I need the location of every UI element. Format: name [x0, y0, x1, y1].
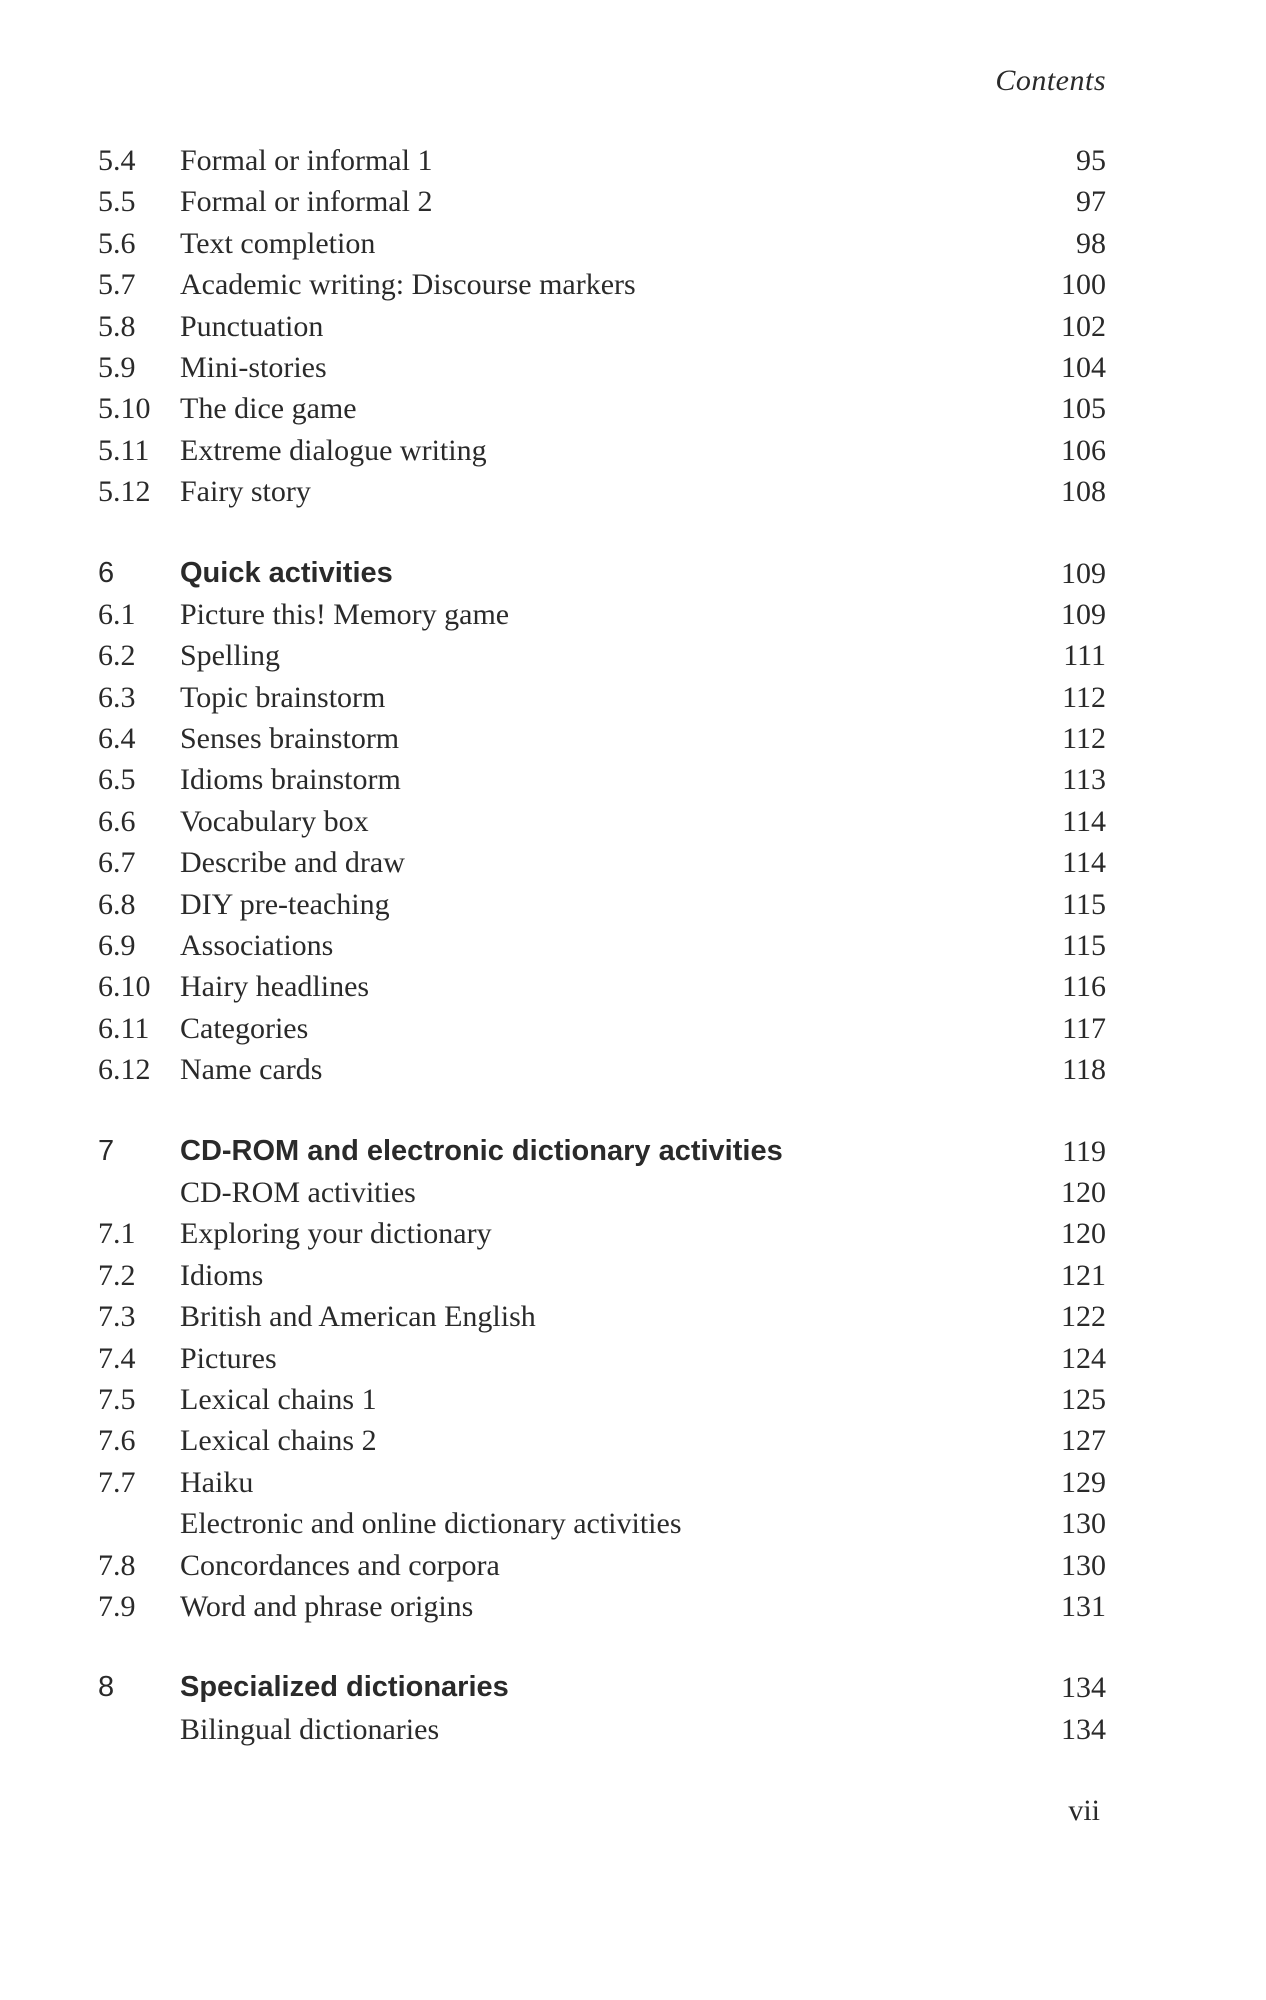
toc-entry	[98, 471, 1106, 512]
entry-title: Idioms	[180, 1258, 264, 1292]
entry-title: Associations	[180, 929, 334, 963]
running-head: Contents	[995, 64, 1106, 97]
entry-page: 115	[1062, 929, 1106, 963]
toc-entry	[98, 347, 1106, 388]
entry-page: 117	[1062, 1011, 1106, 1045]
toc-entry	[98, 925, 1106, 966]
entry-page: 113	[1062, 763, 1106, 797]
entry-title: Hairy headlines	[180, 970, 370, 1004]
entry-page: 130	[1061, 1507, 1106, 1541]
entry-number: 7.1	[98, 1217, 136, 1251]
entry-title: Describe and draw	[180, 846, 405, 880]
entry-number: 8	[98, 1671, 115, 1704]
entry-page: 120	[1061, 1217, 1106, 1251]
entry-page: 134	[1061, 1671, 1106, 1705]
entry-number: 5.4	[98, 144, 136, 177]
entry-title: CD-ROM and electronic dictionary activities	[180, 1134, 783, 1167]
entry-title: The dice game	[180, 392, 357, 426]
entry-number: 7.8	[98, 1548, 136, 1582]
entry-page: 95	[1076, 144, 1106, 177]
entry-page: 112	[1062, 680, 1106, 714]
entry-number: 5.9	[98, 350, 136, 384]
toc-entry	[98, 1545, 1106, 1586]
toc-entry	[98, 718, 1106, 759]
toc-entry	[98, 223, 1106, 264]
entry-page: 127	[1061, 1424, 1106, 1458]
entry-page: 98	[1076, 226, 1106, 260]
toc-entry	[98, 801, 1106, 842]
section-gap	[98, 1091, 1106, 1131]
entry-number: 7.2	[98, 1258, 136, 1292]
toc-entry	[98, 1420, 1106, 1461]
entry-number: 6	[98, 556, 115, 589]
entry-number: 7.7	[98, 1465, 136, 1499]
entry-page: 112	[1062, 722, 1106, 756]
toc-entry	[98, 430, 1106, 471]
entry-number: 6.5	[98, 763, 136, 797]
entry-number: 6.1	[98, 597, 136, 631]
entry-page: 114	[1062, 804, 1106, 838]
entry-title: Senses brainstorm	[180, 722, 400, 756]
entry-page: 109	[1061, 556, 1106, 590]
entry-page: 116	[1062, 970, 1106, 1004]
entry-number: 6.12	[98, 1053, 151, 1087]
entry-title: Idioms brainstorm	[180, 763, 401, 797]
entry-number: 6.11	[98, 1011, 150, 1045]
entry-page: 120	[1061, 1175, 1106, 1209]
toc-entry	[98, 181, 1106, 222]
entry-title: Haiku	[180, 1465, 254, 1499]
entry-number: 7.3	[98, 1300, 136, 1334]
entry-title: Word and phrase origins	[180, 1589, 474, 1623]
entry-title: Spelling	[180, 639, 281, 673]
entry-number: 6.3	[98, 680, 136, 714]
entry-number: 7.6	[98, 1424, 136, 1458]
entry-page: 115	[1062, 887, 1106, 921]
chapter-heading	[98, 553, 1106, 594]
entry-page: 114	[1062, 846, 1106, 880]
entry-page: 130	[1061, 1548, 1106, 1582]
toc-entry	[98, 1049, 1106, 1090]
entry-page: 118	[1062, 1053, 1106, 1087]
entry-page: 105	[1061, 392, 1106, 426]
entry-page: 121	[1061, 1258, 1106, 1292]
toc-entry	[98, 1296, 1106, 1337]
toc-entry	[98, 594, 1106, 635]
entry-number: 5.10	[98, 392, 151, 426]
entry-title: Specialized dictionaries	[180, 1671, 509, 1704]
entry-title: Electronic and online dictionary activities	[180, 1507, 682, 1541]
entry-page: 131	[1061, 1589, 1106, 1623]
entry-title: Categories	[180, 1011, 309, 1045]
toc-entry	[98, 264, 1106, 305]
entry-title: Bilingual dictionaries	[180, 1712, 440, 1746]
toc-entry	[98, 759, 1106, 800]
entry-title: Pictures	[180, 1341, 277, 1375]
entry-number: 6.8	[98, 887, 136, 921]
entry-number: 5.11	[98, 433, 150, 467]
entry-number: 6.10	[98, 970, 151, 1004]
entry-number: 5.7	[98, 268, 136, 302]
entry-page: 129	[1061, 1465, 1106, 1499]
toc-entry	[98, 635, 1106, 676]
entry-number: 7.5	[98, 1382, 136, 1416]
entry-title: DIY pre-teaching	[180, 887, 390, 921]
toc-entry	[98, 1213, 1106, 1254]
entry-page: 108	[1061, 475, 1106, 509]
entry-title: Picture this! Memory game	[180, 597, 510, 631]
entry-page: 106	[1061, 433, 1106, 467]
entry-title: CD-ROM activities	[180, 1175, 416, 1209]
entry-title: Lexical chains 1	[180, 1382, 377, 1416]
entry-page: 125	[1061, 1382, 1106, 1416]
entry-number: 6.6	[98, 804, 136, 838]
entry-number: 6.9	[98, 929, 136, 963]
toc-entry	[98, 1709, 1106, 1750]
entry-page: 119	[1062, 1134, 1106, 1168]
entry-number: 5.8	[98, 309, 136, 343]
entry-number: 7	[98, 1134, 115, 1167]
entry-page: 109	[1061, 597, 1106, 631]
toc-entry	[98, 1338, 1106, 1379]
page-folio: vii	[1068, 1794, 1100, 1827]
entry-title: Formal or informal 2	[180, 185, 433, 219]
entry-title: Exploring your dictionary	[180, 1217, 492, 1251]
entry-page: 134	[1061, 1712, 1106, 1746]
toc-entry	[98, 1379, 1106, 1420]
entry-number: 6.7	[98, 846, 136, 880]
entry-page: 102	[1061, 309, 1106, 343]
toc-entry	[98, 677, 1106, 718]
entry-page: 124	[1061, 1341, 1106, 1375]
toc-entry	[98, 1503, 1106, 1544]
chapter-heading	[98, 1131, 1106, 1172]
toc-entry	[98, 966, 1106, 1007]
entry-title: Concordances and corpora	[180, 1548, 500, 1582]
entry-title: Text completion	[180, 226, 376, 260]
entry-page: 104	[1061, 350, 1106, 384]
entry-title: Fairy story	[180, 475, 311, 509]
entry-title: Quick activities	[180, 556, 393, 589]
toc-entry	[98, 1462, 1106, 1503]
toc-entry	[98, 1255, 1106, 1296]
toc-entry	[98, 1586, 1106, 1627]
toc-entry	[98, 884, 1106, 925]
entry-title: Name cards	[180, 1053, 323, 1087]
chapter-heading	[98, 1667, 1106, 1708]
entry-number: 7.4	[98, 1341, 136, 1375]
entry-title: Mini-stories	[180, 350, 327, 384]
section-gap	[98, 513, 1106, 553]
entry-title: Punctuation	[180, 309, 324, 343]
entry-title: Extreme dialogue writing	[180, 433, 487, 467]
toc-entry	[98, 1008, 1106, 1049]
table-of-contents	[98, 140, 1106, 1750]
entry-page: 122	[1061, 1300, 1106, 1334]
entry-page: 111	[1063, 639, 1106, 673]
entry-title: British and American English	[180, 1300, 536, 1334]
entry-title: Academic writing: Discourse markers	[180, 268, 636, 302]
toc-entry	[98, 140, 1106, 181]
toc-entry	[98, 1172, 1106, 1213]
entry-number: 6.4	[98, 722, 136, 756]
entry-number: 5.5	[98, 185, 136, 219]
entry-title: Lexical chains 2	[180, 1424, 377, 1458]
toc-entry	[98, 842, 1106, 883]
entry-title: Formal or informal 1	[180, 144, 433, 177]
toc-entry	[98, 306, 1106, 347]
entry-page: 100	[1061, 268, 1106, 302]
entry-number: 7.9	[98, 1589, 136, 1623]
entry-number: 5.12	[98, 475, 151, 509]
entry-title: Topic brainstorm	[180, 680, 386, 714]
entry-title: Vocabulary box	[180, 804, 369, 838]
toc-entry	[98, 388, 1106, 429]
entry-number: 5.6	[98, 226, 136, 260]
entry-number: 6.2	[98, 639, 136, 673]
entry-page: 97	[1076, 185, 1106, 219]
section-gap	[98, 1627, 1106, 1667]
